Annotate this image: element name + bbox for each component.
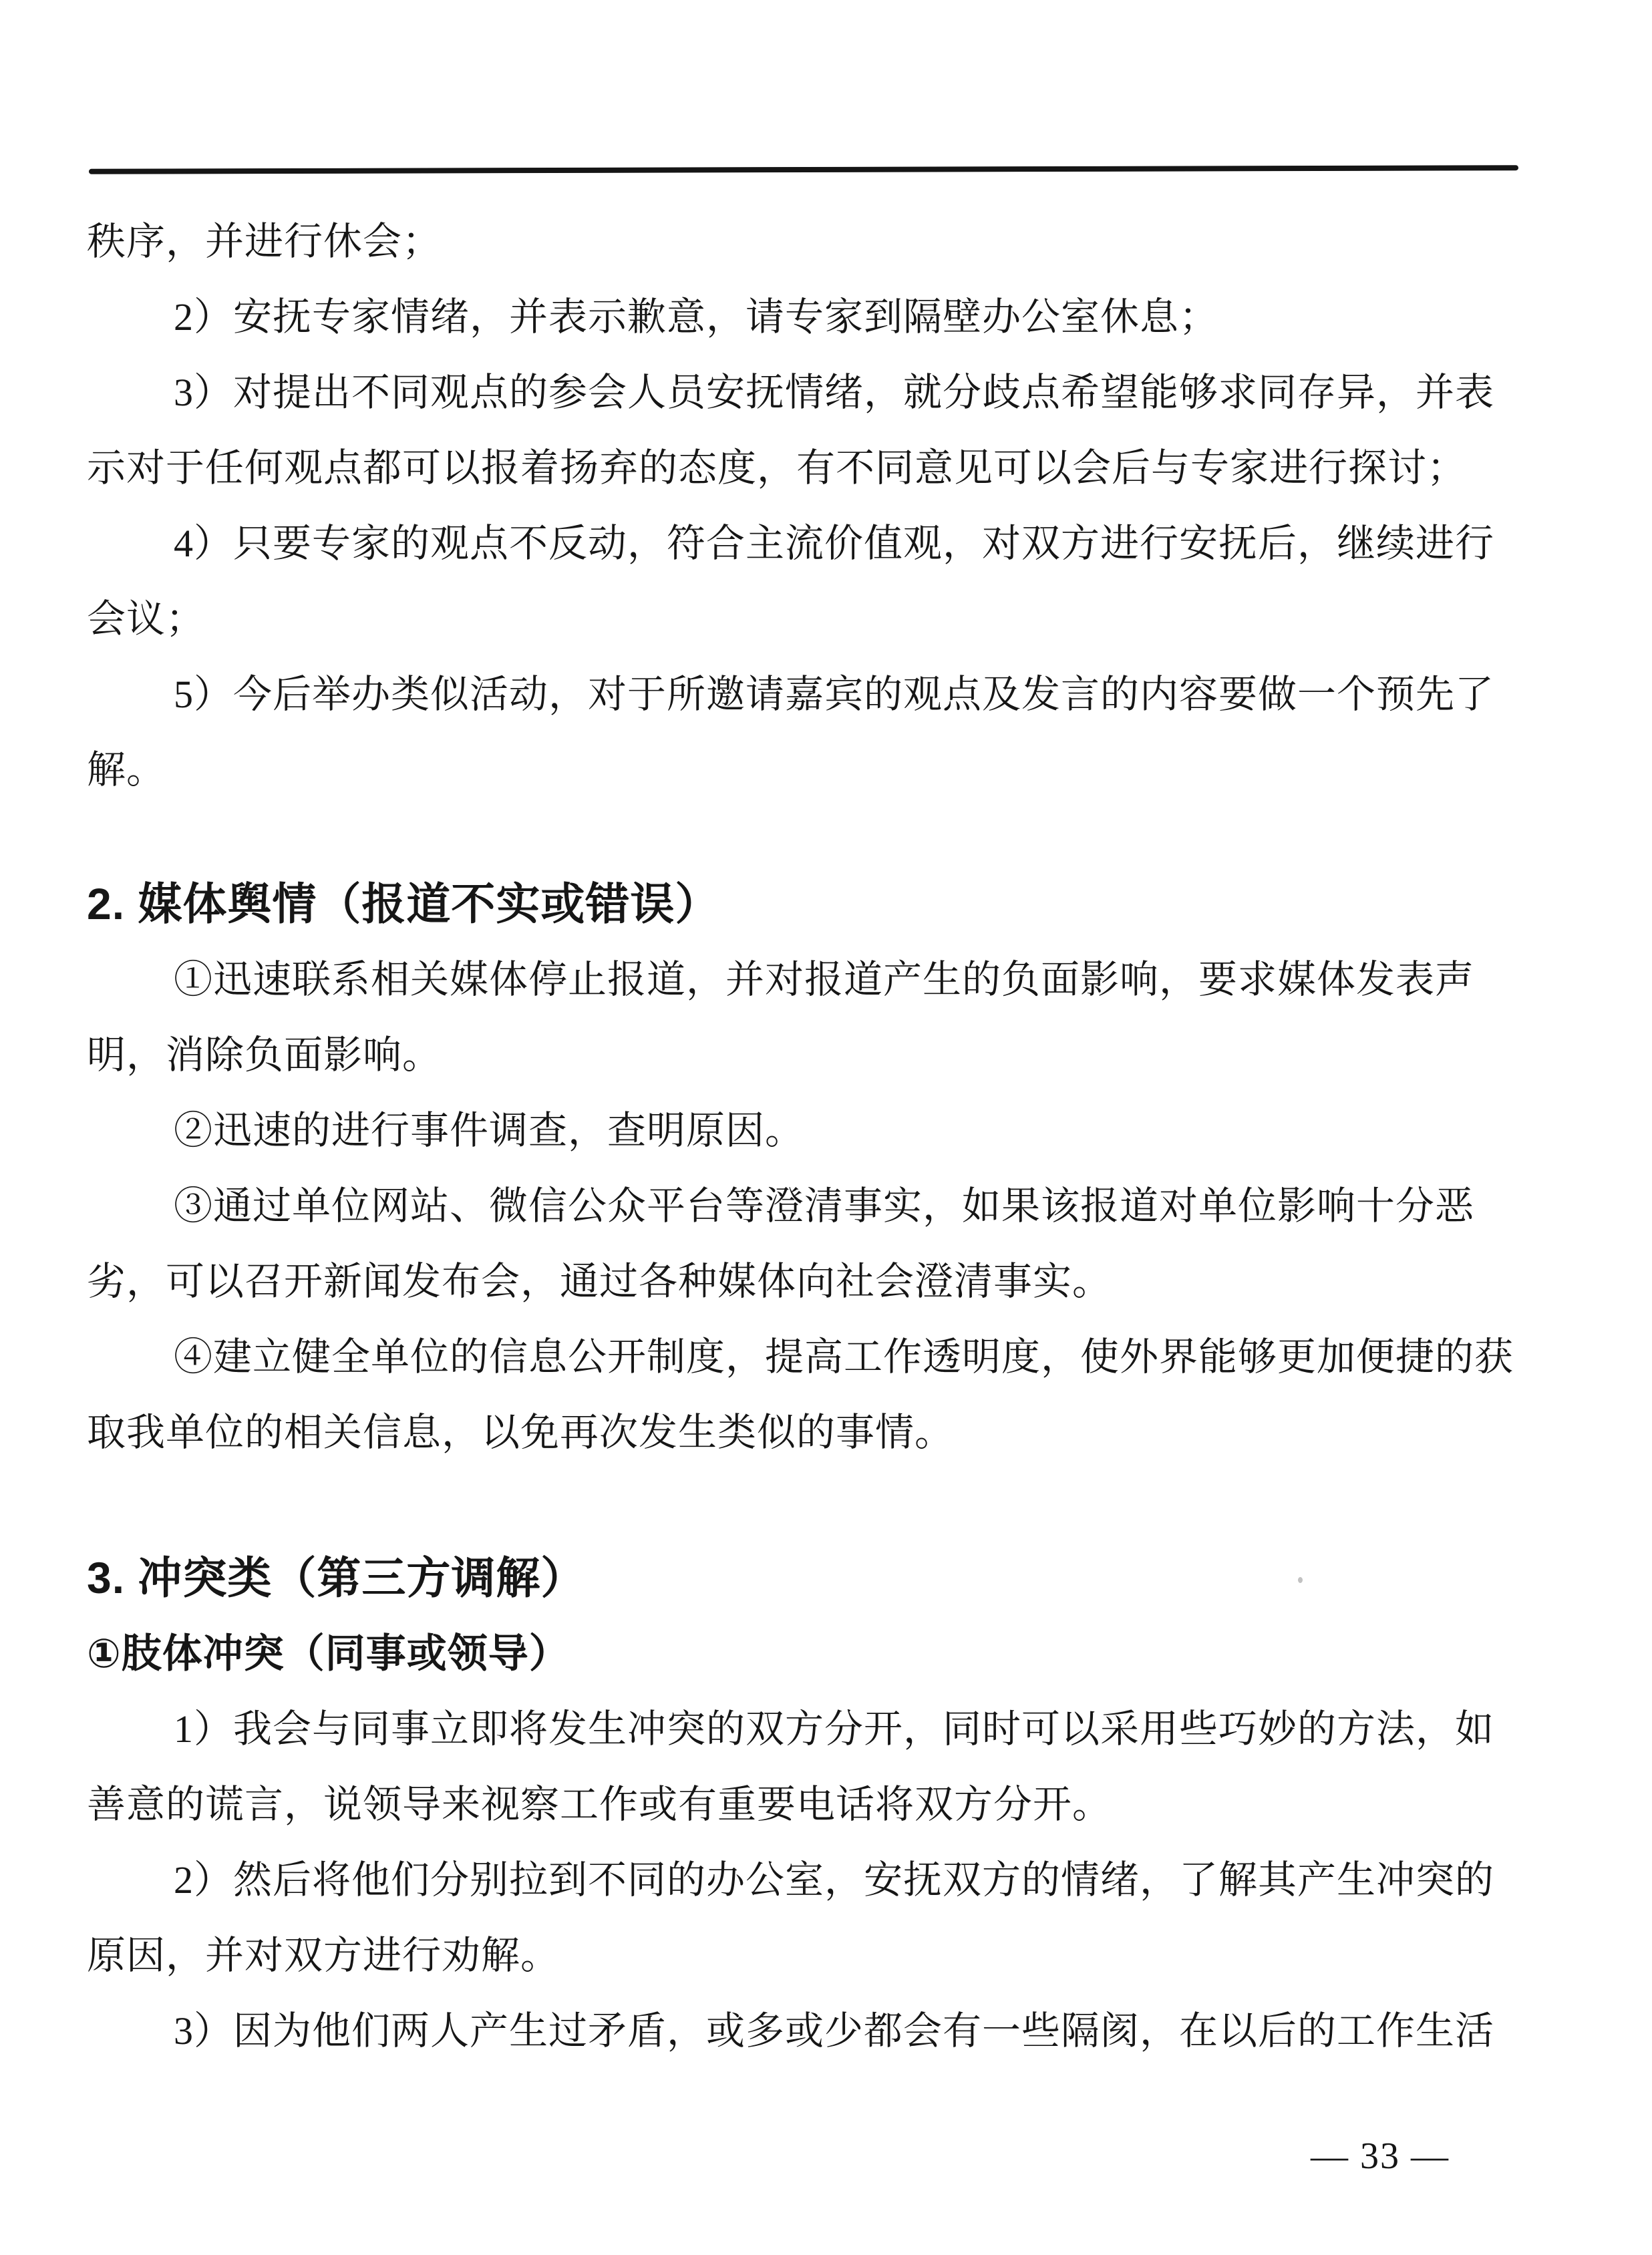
text-line: 解。 <box>87 748 166 792</box>
text-line: 取我单位的相关信息，以免再次发生类似的事情。 <box>87 1411 955 1454</box>
text-line: 3）因为他们两人产生过矛盾，或多或少都会有一些隔阂，在以后的工作生活 <box>174 2009 1495 2053</box>
text-line: 1）我会与同事立即将发生冲突的双方分开，同时可以采用些巧妙的方法，如 <box>174 1707 1495 1751</box>
text-line: 3）对提出不同观点的参会人员安抚情绪，就分歧点希望能够求同存异，并表 <box>174 371 1495 414</box>
text-line: 示对于任何观点都可以报着扬弃的态度，有不同意见可以会后与专家进行探讨； <box>87 446 1467 490</box>
text-line: 明，消除负面影响。 <box>87 1033 442 1077</box>
text-line: 善意的谎言，说领导来视察工作或有重要电话将双方分开。 <box>87 1783 1112 1826</box>
text-line: 会议； <box>87 597 206 641</box>
text-line: ④建立健全单位的信息公开制度，提高工作透明度，使外界能够更加便捷的获 <box>174 1335 1514 1379</box>
section-heading-conflict: 3. 冲突类（第三方调解） <box>87 1553 586 1602</box>
text-line: ③通过单位网站、微信公众平台等澄清事实，如果该报道对单位影响十分恶 <box>174 1184 1475 1228</box>
text-line: 劣，可以召开新闻发布会，通过各种媒体向社会澄清事实。 <box>87 1260 1112 1303</box>
text-line: 2）然后将他们分别拉到不同的办公室，安抚双方的情绪，了解其产生冲突的 <box>174 1858 1495 1902</box>
text-line: 原因，并对双方进行劝解。 <box>87 1934 560 1977</box>
scan-speck <box>1298 1577 1303 1583</box>
page-number: — 33 — <box>1311 2135 1450 2177</box>
section-heading-media: 2. 媒体舆情（报道不实或错误） <box>87 879 720 928</box>
text-line: 5）今后举办类似活动，对于所邀请嘉宾的观点及发言的内容要做一个预先了 <box>174 673 1495 716</box>
text-line: 2）安抚专家情绪，并表示歉意，请专家到隔壁办公室休息； <box>174 295 1219 339</box>
document-body <box>87 204 1514 2069</box>
text-line: ①迅速联系相关媒体停止报道，并对报道产生的负面影响，要求媒体发表声 <box>174 958 1475 1001</box>
sub-heading-physical-conflict: ①肢体冲突（同事或领导） <box>87 1631 570 1676</box>
text-line: 4）只要专家的观点不反动，符合主流价值观，对双方进行安抚后，继续进行 <box>174 522 1495 565</box>
text-line: 秩序，并进行休会； <box>87 220 442 263</box>
text-line: ②迅速的进行事件调查，查明原因。 <box>174 1109 805 1152</box>
header-rule <box>89 165 1518 174</box>
